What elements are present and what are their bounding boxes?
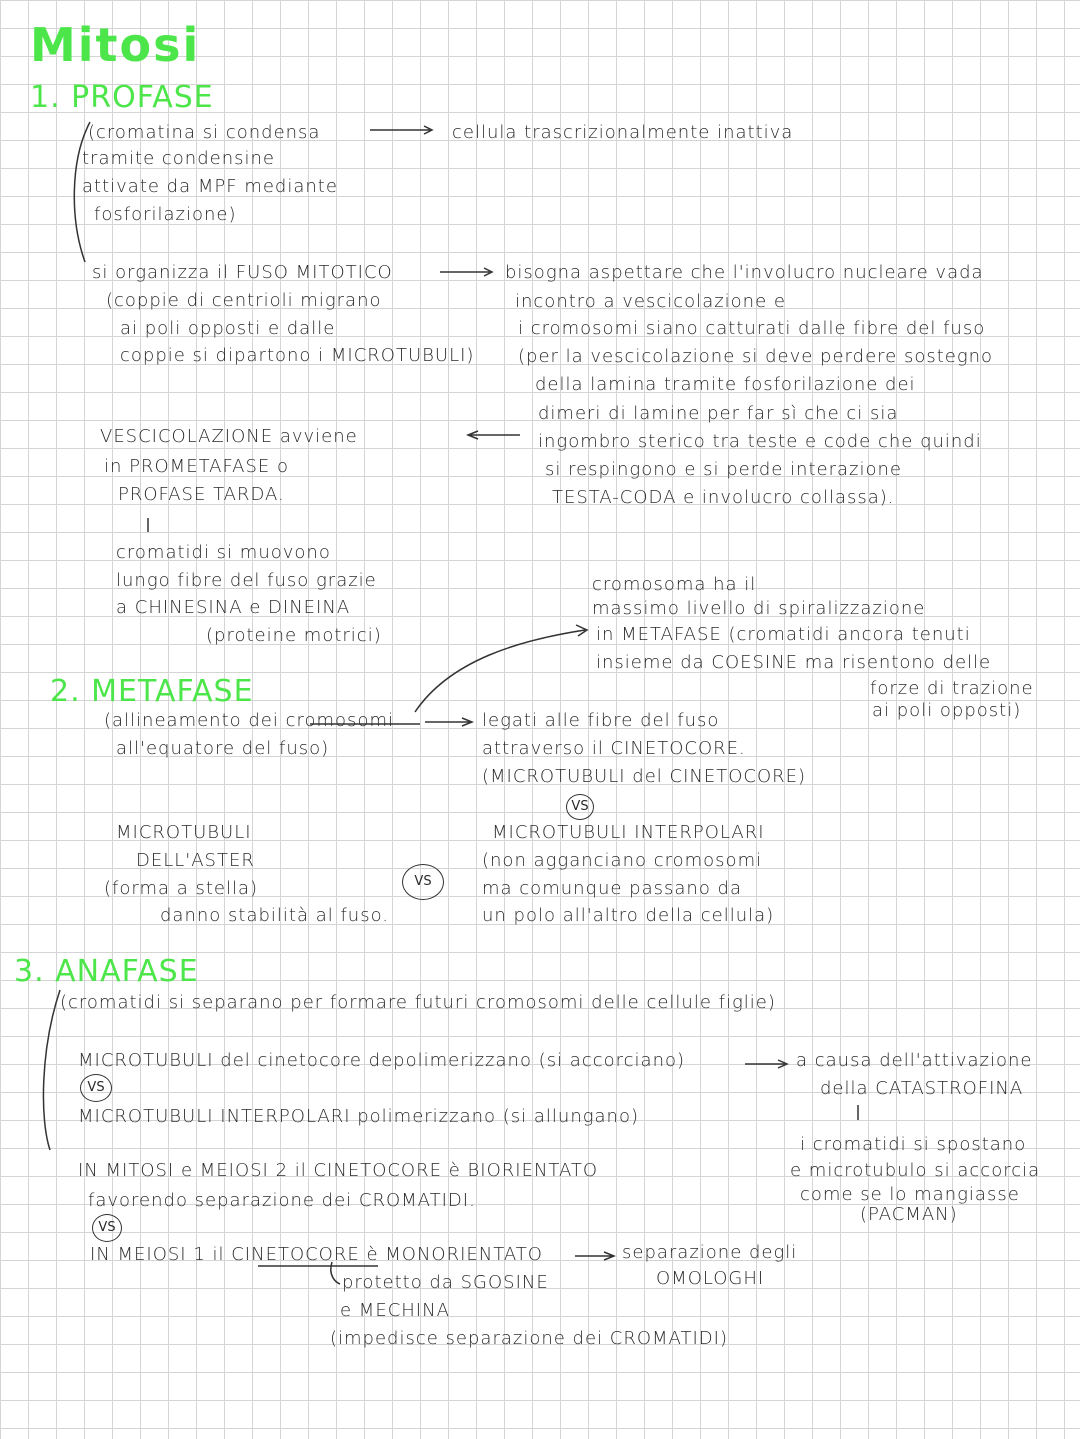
vs-badge: VS — [92, 1214, 122, 1242]
text: della CATASTROFINA — [820, 1078, 1024, 1099]
text: fosforilazione) — [94, 204, 237, 225]
text: (MICROTUBULI del CINETOCORE) — [482, 766, 807, 787]
text: cromatidi si muovono — [116, 542, 331, 563]
text: IN MITOSI e MEIOSI 2 il CINETOCORE è BIORIENTATO — [78, 1160, 599, 1181]
text: cellula trascrizionalmente inattiva — [452, 122, 794, 143]
text: bisogna aspettare che l'involucro nucleare vada — [505, 262, 984, 283]
text: insieme da COESINE ma risentono delle — [596, 652, 992, 673]
text: incontro a vescicolazione e — [515, 291, 786, 312]
text: in METAFASE (cromatidi ancora tenuti — [596, 624, 971, 645]
text: PROFASE TARDA. — [118, 484, 285, 505]
text: OMOLOGHI — [656, 1268, 765, 1289]
text: MICROTUBULI del cinetocore depolimerizzano (si accorciano) — [78, 1050, 686, 1071]
text: (forma a stella) — [104, 878, 259, 899]
text: (allineamento dei cromosomi — [104, 710, 394, 731]
text: (cromatidi si separano per formare futuri cromosomi delle cellule figlie) — [60, 992, 776, 1013]
text: e microtubulo si accorcia — [790, 1160, 1041, 1181]
text: protetto da SGOSINE — [342, 1272, 549, 1293]
text: dimeri di lamine per far sì che ci sia — [538, 403, 899, 424]
text: (proteine motrici) — [206, 625, 382, 646]
vs-badge: VS — [402, 864, 444, 900]
text: e MECHINA — [340, 1300, 450, 1321]
text: come se lo mangiasse — [800, 1184, 1020, 1205]
text: danno stabilità al fuso. — [160, 905, 390, 926]
text: separazione degli — [622, 1242, 798, 1263]
text: i cromosomi siano catturati dalle fibre del fuso — [518, 318, 986, 339]
text: DELL'ASTER — [136, 850, 255, 871]
text: si organizza il FUSO MITOTICO — [92, 262, 393, 283]
text: favorendo separazione dei CROMATIDI. — [88, 1190, 476, 1211]
text: attraverso il CINETOCORE. — [482, 738, 746, 759]
text: MICROTUBULI INTERPOLARI polimerizzano (si allungano) — [78, 1106, 640, 1127]
text: i cromatidi si spostano — [800, 1134, 1027, 1155]
vs-badge: VS — [566, 794, 594, 820]
text: (coppie di centrioli migrano — [106, 290, 382, 311]
text: un polo all'altro della cellula) — [482, 905, 775, 926]
text: MICROTUBULI INTERPOLARI — [492, 822, 765, 843]
text: ingombro sterico tra teste e code che quindi — [538, 431, 982, 452]
text: cromosoma ha il — [592, 574, 757, 595]
text: attivate da MPF mediante — [82, 176, 338, 197]
text: lungo fibre del fuso grazie — [116, 570, 377, 591]
page-title: Mitosi — [30, 18, 201, 72]
text: MICROTUBULI — [116, 822, 252, 843]
text: TESTA-CODA e involucro collassa). — [552, 487, 895, 508]
text: (per la vescicolazione si deve perdere sostegno — [518, 346, 994, 367]
text: ai poli opposti) — [872, 700, 1022, 721]
vs-badge: VS — [80, 1074, 112, 1102]
text: della lamina tramite fosforilazione dei — [535, 374, 916, 395]
heading-profase: 1. PROFASE — [30, 80, 214, 115]
text: a CHINESINA e DINEINA — [116, 597, 351, 618]
text: IN MEIOSI 1 il CINETOCORE è MONORIENTATO — [90, 1244, 543, 1265]
heading-anafase: 3. ANAFASE — [14, 954, 199, 989]
text: (non agganciano cromosomi — [482, 850, 763, 871]
text: coppie si dipartono i MICROTUBULI) — [120, 345, 475, 366]
text: VESCICOLAZIONE avviene — [100, 426, 358, 447]
text: ai poli opposti e dalle — [120, 318, 336, 339]
text: si respingono e si perde interazione — [545, 459, 902, 480]
text: (cromatina si condensa — [88, 122, 321, 143]
text: all'equatore del fuso) — [116, 738, 330, 759]
text: a causa dell'attivazione — [796, 1050, 1033, 1071]
text: (impedisce separazione dei CROMATIDI) — [330, 1328, 728, 1349]
text: legati alle fibre del fuso — [482, 710, 720, 731]
text: tramite condensine — [82, 148, 275, 169]
heading-metafase: 2. METAFASE — [50, 674, 254, 709]
text: in PROMETAFASE o — [104, 456, 290, 477]
text: massimo livello di spiralizzazione — [592, 598, 926, 619]
text: ma comunque passano da — [482, 878, 743, 899]
text: forze di trazione — [870, 678, 1034, 699]
text: (PACMAN) — [860, 1204, 958, 1225]
